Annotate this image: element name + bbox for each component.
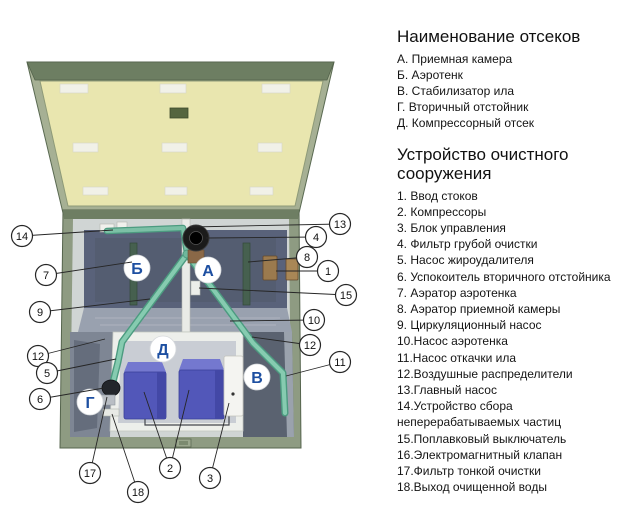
compartment-label-receiving xyxy=(195,257,221,283)
bottom-tab xyxy=(176,439,191,447)
lid-handle xyxy=(170,108,188,118)
device-item-13: 13.Главный насос xyxy=(397,382,497,397)
svg-text:18: 18 xyxy=(131,487,145,499)
device-item-17: 17.Фильтр тонкой очистки xyxy=(397,463,541,478)
tank-rim xyxy=(63,210,299,219)
device-item-18: 18.Выход очищенной воды xyxy=(397,480,547,495)
compartment-item-v: В. Стабилизатор ила xyxy=(397,83,514,98)
svg-text:12: 12 xyxy=(31,351,45,363)
svg-text:15: 15 xyxy=(339,290,353,302)
svg-text:11: 11 xyxy=(334,357,346,369)
device-item-2: 2. Компрессоры xyxy=(397,204,487,219)
letter-d: Д xyxy=(157,342,169,359)
letter-a: А xyxy=(202,263,214,280)
lid xyxy=(27,62,334,213)
svg-text:2: 2 xyxy=(166,463,174,475)
letter-v: В xyxy=(251,370,263,387)
svg-text:13: 13 xyxy=(333,219,347,231)
device-item-12: 12.Воздушные распределители xyxy=(397,366,573,381)
compartments-title: Наименование отсеков xyxy=(397,27,581,46)
compartment-item-a: А. Приемная камера xyxy=(397,51,513,66)
compressor-1 xyxy=(124,362,166,419)
compartments-list xyxy=(397,51,639,131)
compartment-label-aerotank xyxy=(124,255,150,281)
device-item-15: 15.Поплавковый выключатель xyxy=(397,431,567,446)
legend-panel xyxy=(397,27,639,495)
device-item-3: 3. Блок управления xyxy=(397,220,506,235)
compartment-label-secondary-settler xyxy=(77,389,103,415)
inlet-pipe-outer xyxy=(286,259,298,280)
svg-text:14: 14 xyxy=(15,231,29,243)
compressor-2 xyxy=(179,359,224,419)
device-item-14: 14.Устройство сбора неперерабатываемых частиц xyxy=(397,399,562,430)
device-item-4: 4. Фильтр грубой очистки xyxy=(397,237,538,252)
svg-text:17: 17 xyxy=(83,468,97,480)
device-item-5: 5. Насос жироудалителя xyxy=(397,253,534,268)
letter-g: Г xyxy=(85,395,95,412)
float-switch xyxy=(191,281,200,295)
compartment-item-d: Д. Компрессорный отсек xyxy=(397,115,535,130)
svg-text:8: 8 xyxy=(303,252,311,264)
compartment-label-compressor-bay xyxy=(150,336,176,362)
compartment-item-b: Б. Аэротенк xyxy=(397,67,463,82)
svg-text:10: 10 xyxy=(307,315,321,327)
device-item-9: 9. Циркуляционный насос xyxy=(397,318,542,333)
device-item-6: 6. Успокоитель вторичного отстойника xyxy=(397,269,611,284)
device-item-10: 10.Насос аэротенка xyxy=(397,334,508,349)
svg-text:12: 12 xyxy=(303,340,317,352)
secondary-settler-shadow xyxy=(74,340,100,432)
compartment-item-g: Г. Вторичный отстойник xyxy=(397,99,529,114)
svg-text:5: 5 xyxy=(43,368,51,380)
letter-b: Б xyxy=(131,261,143,278)
svg-text:6: 6 xyxy=(36,394,44,406)
device-list xyxy=(397,188,639,496)
device-item-16: 16.Электромагнитный клапан xyxy=(397,447,563,462)
device-item-1: 1. Ввод стоков xyxy=(397,188,478,203)
compartment-label-sludge-stabilizer xyxy=(244,364,270,390)
device-title: Устройство очистного сооружения xyxy=(397,144,569,183)
device-item-11: 11.Насос откачки ила xyxy=(397,350,517,365)
device-item-8: 8. Аэратор приемной камеры xyxy=(397,301,561,316)
lid-top-bar xyxy=(27,62,334,80)
svg-text:7: 7 xyxy=(42,270,50,282)
clean-water-outlet xyxy=(103,409,119,416)
svg-text:3: 3 xyxy=(206,473,214,485)
svg-text:9: 9 xyxy=(36,307,44,319)
device-item-7: 7. Аэратор аэротенка xyxy=(397,285,517,300)
grease-pump xyxy=(102,380,120,396)
svg-text:1: 1 xyxy=(324,266,332,278)
aerator-receiving-chamber xyxy=(243,243,250,305)
svg-text:4: 4 xyxy=(312,232,320,244)
control-unit xyxy=(224,356,243,416)
